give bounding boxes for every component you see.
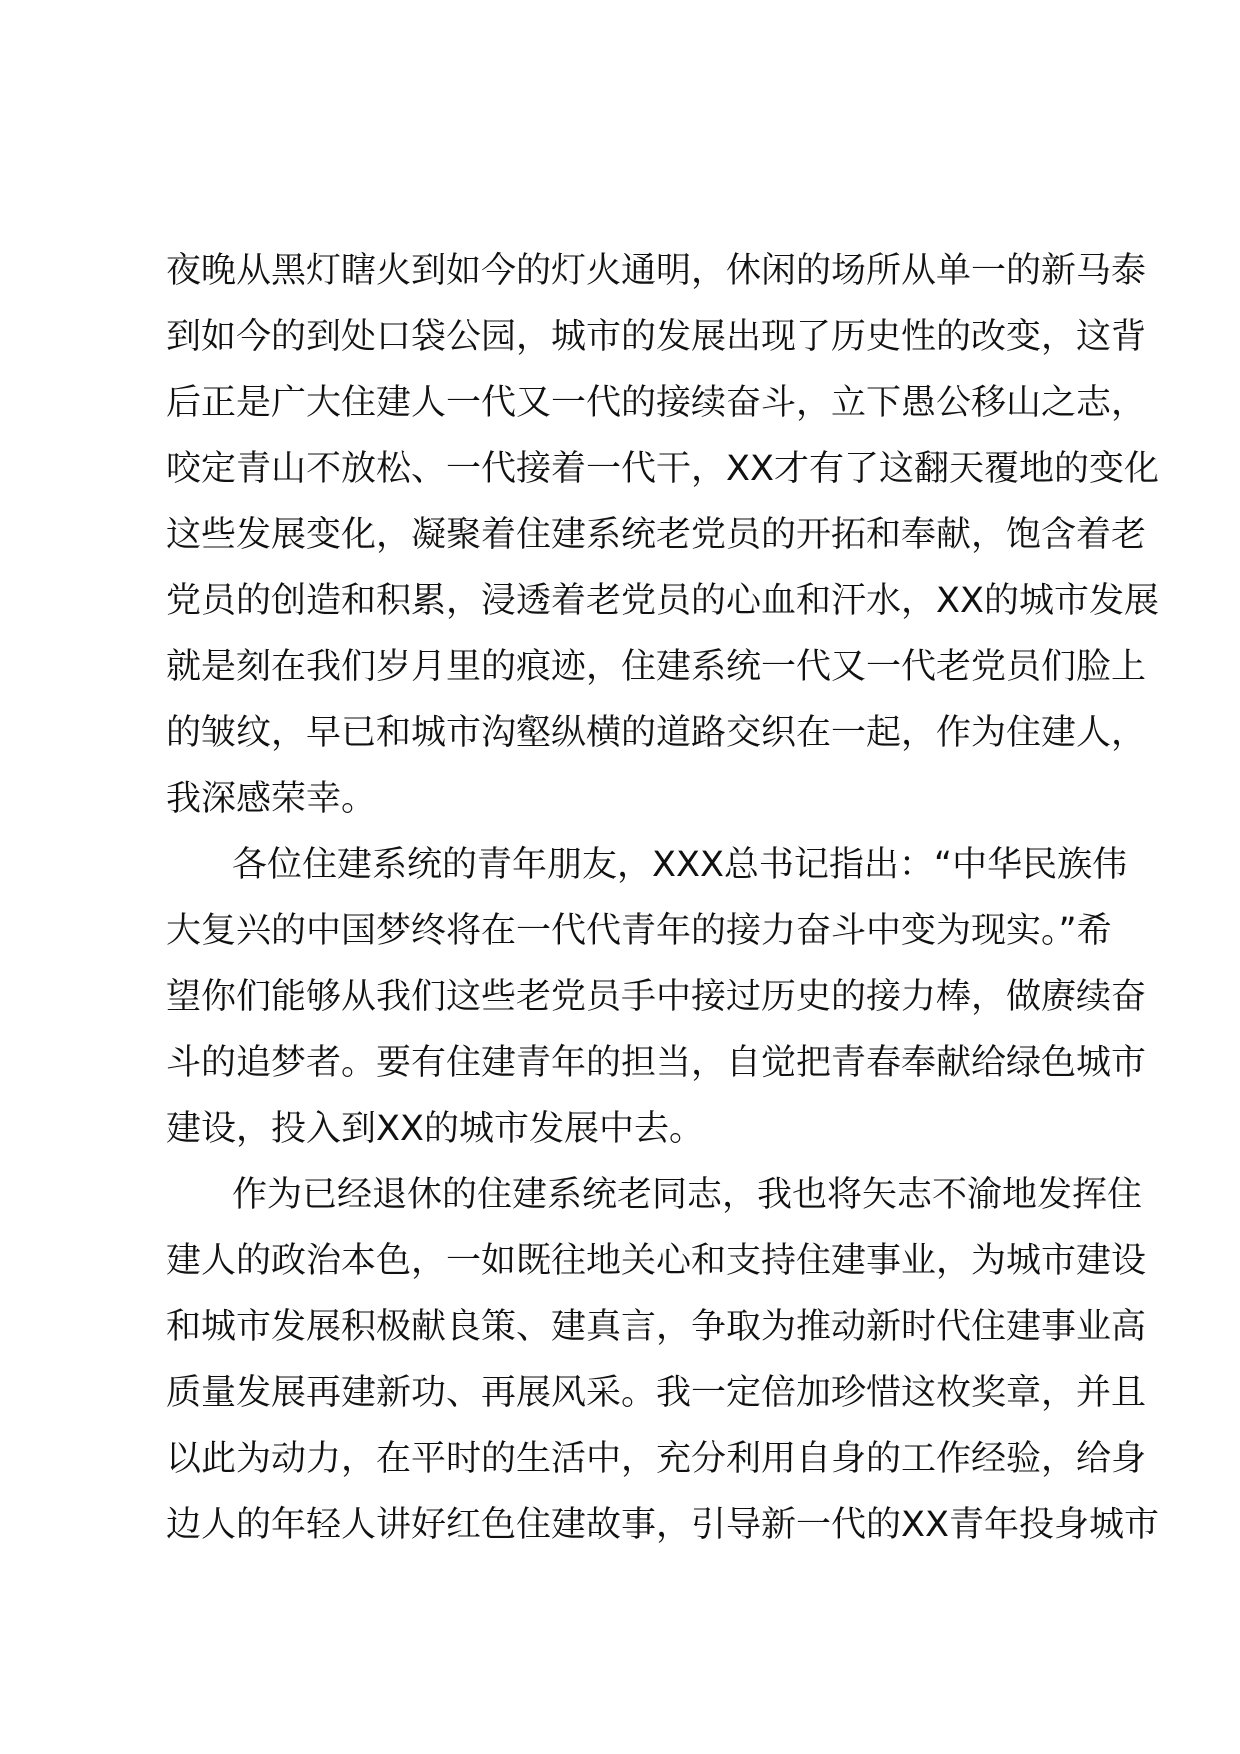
text-line: 大复兴的中国梦终将在一代代青年的接力奋斗中变为现实。”希 [166,911,1112,951]
text-line: 建设，投入到XX的城市发展中去。 [166,1109,704,1149]
text-line: 斗的追梦者。要有住建青年的担当，自觉把青春奉献给绿色城市 [166,1043,1147,1083]
text-line: 这些发展变化，凝聚着住建系统老党员的开拓和奉献，饱含着老 [166,515,1147,555]
text-line: 到如今的到处口袋公园，城市的发展出现了历史性的改变，这背 [166,317,1147,357]
text-line: 以此为动力，在平时的生活中，充分利用自身的工作经验，给身 [166,1439,1147,1479]
text-line: 夜晚从黑灯瞎火到如今的灯火通明，休闲的场所从单一的新马泰 [166,251,1147,291]
text-line: 就是刻在我们岁月里的痕迹，住建系统一代又一代老党员们脸上 [166,647,1147,687]
text-line: 质量发展再建新功、再展风采。我一定倍加珍惜这枚奖章，并且 [166,1373,1147,1413]
text-line: 边人的年轻人讲好红色住建故事，引导新一代的XX青年投身城市 [166,1505,1159,1545]
body-text [166,238,1159,1558]
text-line: 党员的创造和积累，浸透着老党员的心血和汗水，XX的城市发展 [166,581,1159,621]
paragraph-start-line: 各位住建系统的青年朋友，XXX总书记指出：“中华民族伟 [232,845,1128,885]
text-line: 后正是广大住建人一代又一代的接续奋斗，立下愚公移山之志， [166,383,1147,423]
text-line: 建人的政治本色，一如既往地关心和支持住建事业，为城市建设 [166,1241,1147,1281]
text-line: 和城市发展积极献良策、建真言，争取为推动新时代住建事业高 [166,1307,1147,1347]
paragraph-start-line: 作为已经退休的住建系统老同志，我也将矢志不渝地发挥住 [232,1175,1143,1215]
text-line: 的皱纹，早已和城市沟壑纵横的道路交织在一起，作为住建人， [166,713,1147,753]
text-line: 我深感荣幸。 [166,779,377,819]
text-line: 望你们能够从我们这些老党员手中接过历史的接力棒，做赓续奋 [166,977,1147,1017]
text-line: 咬定青山不放松、一代接着一代干，XX才有了这翻天覆地的变化 [166,449,1159,489]
